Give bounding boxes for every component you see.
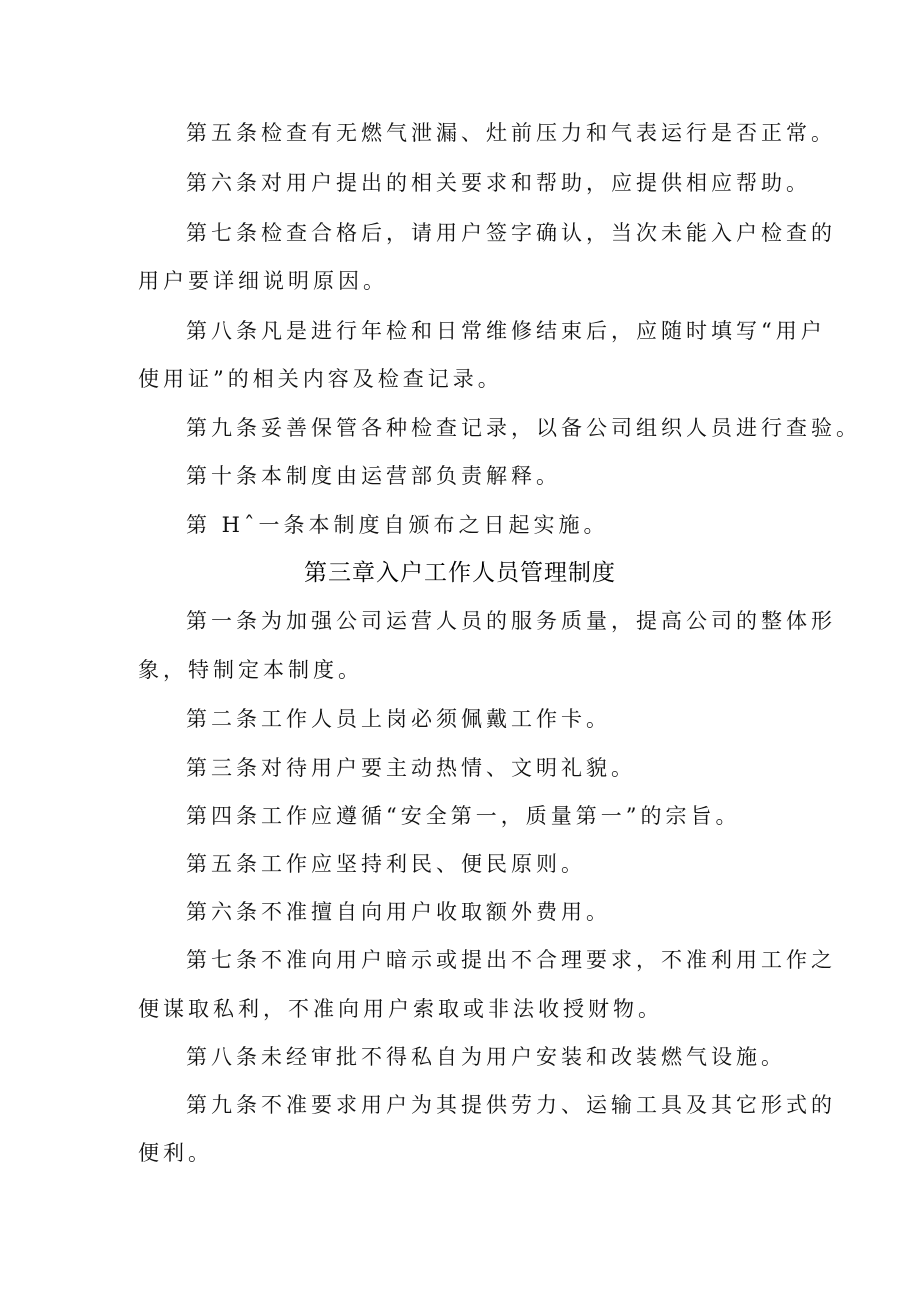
- chapter-3-title: 第三章入户工作人员管理制度: [304, 560, 616, 586]
- ch2-article-8-line-1: 第八条凡是进行年检和日常维修结束后，应随时填写“用户: [186, 319, 826, 343]
- ch2-article-9-line-1: 第九条妥善保管各种检查记录，以备公司组织人员进行查验。: [186, 416, 861, 440]
- ch3-article-6-line-1: 第六条不准擅自向用户收取额外费用。: [186, 900, 611, 924]
- ch2-article-8-line-2: 使用证”的相关内容及检查记录。: [138, 367, 503, 391]
- ch3-article-3-line-1: 第三条对待用户要主动热情、文明礼貌。: [186, 756, 636, 780]
- ch3-article-4-line-1: 第四条工作应遵循“安全第一，质量第一”的宗旨。: [186, 804, 741, 828]
- ch2-article-6-line-1: 第六条对用户提出的相关要求和帮助，应提供相应帮助。: [186, 171, 811, 195]
- ch2-article-5-line-1: 第五条检查有无燃气泄漏、灶前压力和气表运行是否正常。: [186, 121, 836, 145]
- ch3-article-5-line-1: 第五条工作应坚持利民、便民原则。: [186, 852, 586, 876]
- ch2-article-11-line-1: 第 Hˆ一条本制度自颁布之日起实施。: [186, 513, 609, 537]
- ch3-article-2-line-1: 第二条工作人员上岗必须佩戴工作卡。: [186, 707, 611, 731]
- ch3-article-9-line-1: 第九条不准要求用户为其提供劳力、运输工具及其它形式的: [186, 1093, 836, 1117]
- ch3-article-1-line-2: 象，特制定本制度。: [138, 658, 363, 682]
- ch3-article-7-line-2: 便谋取私利，不准向用户索取或非法收授财物。: [138, 997, 663, 1021]
- ch3-article-7-line-1: 第七条不准向用户暗示或提出不合理要求，不准利用工作之: [186, 948, 836, 972]
- ch3-article-9-line-2: 便利。: [138, 1141, 213, 1165]
- ch2-article-10-line-1: 第十条本制度由运营部负责解释。: [186, 464, 561, 488]
- ch3-article-8-line-1: 第八条未经审批不得私自为用户安装和改装燃气设施。: [186, 1045, 786, 1069]
- ch2-article-7-line-1: 第七条检查合格后，请用户签字确认，当次未能入户检查的: [186, 221, 836, 245]
- ch2-article-7-line-2: 用户要详细说明原因。: [138, 269, 388, 293]
- ch3-article-1-line-1: 第一条为加强公司运营人员的服务质量，提高公司的整体形: [186, 609, 836, 633]
